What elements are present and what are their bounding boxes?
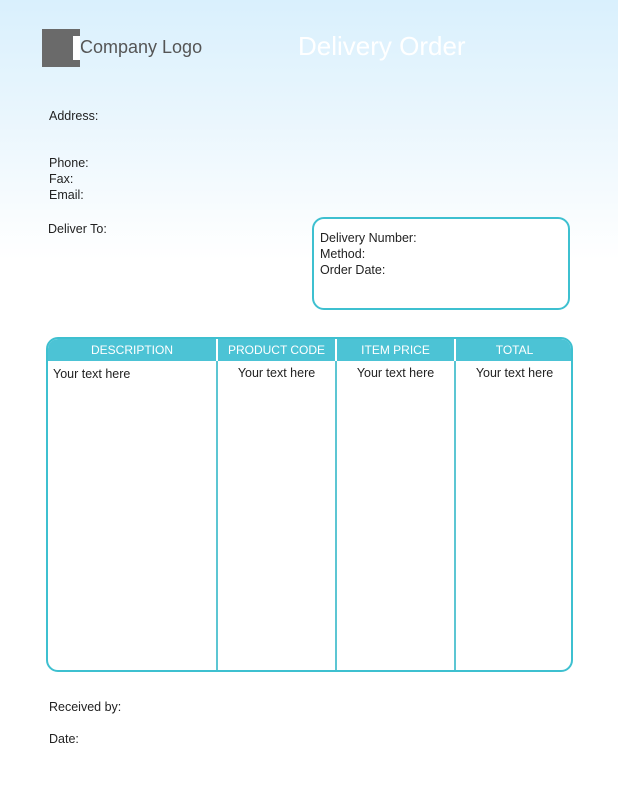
- column-divider: [454, 339, 456, 670]
- page-title: Delivery Order: [298, 31, 466, 61]
- table-header: [48, 339, 571, 361]
- cell-item-price: Your text here: [356, 366, 435, 380]
- company-logo-text: Company Logo: [80, 37, 203, 57]
- column-header-product-code: PRODUCT CODE: [227, 343, 326, 357]
- method-label: Method:: [320, 247, 366, 261]
- delivery-number-label: Delivery Number:: [320, 231, 417, 245]
- phone-label: Phone:: [49, 156, 89, 170]
- cell-description: Your text here: [53, 367, 131, 381]
- header-divider: [454, 339, 456, 361]
- order-date-label: Order Date:: [320, 263, 386, 277]
- date-label: Date:: [49, 732, 79, 746]
- received-by-label: Received by:: [49, 700, 122, 714]
- column-divider: [335, 339, 337, 670]
- cell-product-code: Your text here: [237, 366, 316, 380]
- deliver-to-label: Deliver To:: [48, 222, 107, 236]
- address-label: Address:: [49, 109, 99, 123]
- header-divider: [216, 339, 218, 361]
- column-header-description: DESCRIPTION: [90, 343, 173, 357]
- cell-total: Your text here: [475, 366, 554, 380]
- column-header-total: TOTAL: [495, 343, 534, 357]
- column-header-item-price: ITEM PRICE: [361, 343, 430, 357]
- header-divider: [335, 339, 337, 361]
- fax-label: Fax:: [49, 172, 74, 186]
- email-label: Email:: [49, 188, 84, 202]
- items-table: [46, 337, 573, 672]
- order-info-box: [312, 217, 570, 310]
- company-logo-icon: [42, 29, 80, 67]
- column-divider: [216, 339, 218, 670]
